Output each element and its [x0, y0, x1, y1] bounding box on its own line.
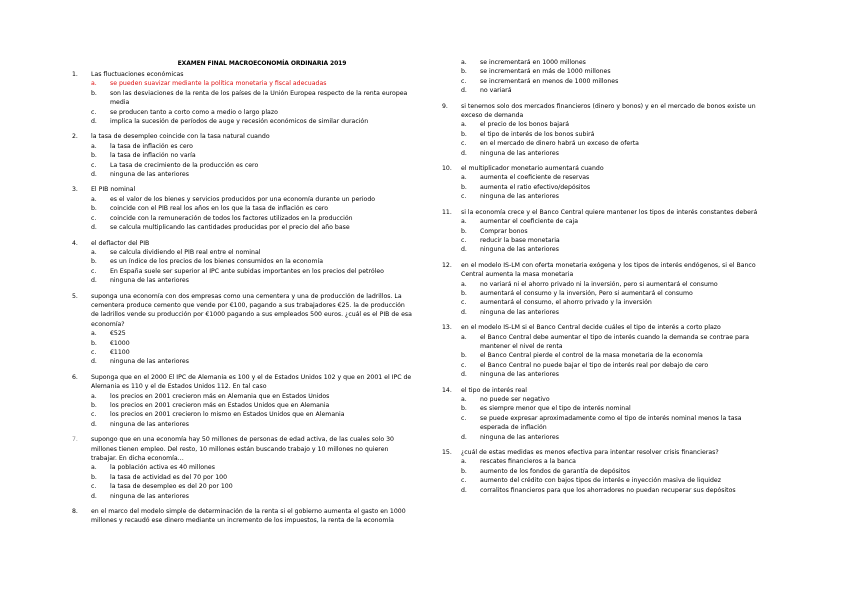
option-text: en el mercado de dinero habrá un exceso de oferta — [480, 140, 639, 148]
answer-option — [442, 149, 772, 158]
option-text: En España suele ser superior al IPC ante subidas importantes en los precios del petróleo — [110, 267, 384, 275]
option-letter: a. — [461, 174, 467, 182]
left-column — [72, 60, 412, 526]
option-letter: b. — [461, 68, 467, 76]
answer-option — [72, 329, 412, 338]
question — [442, 323, 772, 332]
question-text: supongo que en una economía hay 50 millones de personas de edad activa, de las cuales solo 30 millones tienen empleo. Del resto, 10 millones están buscando trabajo y 10 millones no quieren trabajar. En dicha economía… — [91, 436, 394, 463]
answer-option — [72, 492, 412, 501]
option-letter: a. — [91, 80, 97, 88]
option-letter: b. — [461, 183, 467, 191]
answer-option — [72, 392, 412, 401]
option-text: es el valor de los bienes y servicios producidos por una economía durante un periodo — [110, 195, 376, 203]
option-text: aumenta el coeficiente de reservas — [480, 174, 590, 182]
question-number: 1. — [72, 71, 78, 78]
option-text: corralitos financieros para que los ahorradores no puedan recuperar sus depósitos — [480, 486, 736, 494]
option-text: los precios en 2001 crecieron más en Alemania que en Estados Unidos — [110, 392, 330, 400]
option-text: ninguna de las anteriores — [480, 371, 559, 379]
question-block — [442, 386, 772, 442]
option-letter: d. — [91, 358, 97, 366]
answer-option — [442, 308, 772, 317]
question — [442, 208, 772, 217]
answer-option — [442, 130, 772, 139]
option-letter: a. — [461, 59, 467, 66]
option-letter: b. — [461, 227, 467, 235]
right-question-list — [442, 102, 772, 495]
option-text: ninguna de las anteriores — [110, 171, 189, 179]
option-text: se producen tanto a corto como a medio o largo plazo — [110, 108, 278, 116]
option-text: son las desviaciones de la renta de los países de la Unión Europea respecto de la renta europea media — [110, 89, 408, 107]
question-number: 12. — [442, 261, 452, 269]
option-letter: d. — [461, 308, 467, 316]
question-text: Suponga que en el 2000 El IPC de Alemania es 100 y el de Estados Unidos 102 y que en 2001 el IPC de Alemania es 110 y el de Estados Unidos 112. En tal caso — [91, 373, 412, 391]
answer-option — [442, 467, 772, 476]
answer-option — [72, 142, 412, 151]
option-text: el Banco Central debe aumentar el tipo de interés cuando la demanda se contrae para mantener el nivel de renta — [480, 333, 750, 350]
option-letter: d. — [91, 224, 97, 232]
option-letter: d. — [461, 486, 467, 494]
question-number: 2. — [72, 133, 78, 141]
question-block — [72, 185, 412, 232]
answer-option — [72, 420, 412, 429]
answer-option — [72, 348, 412, 357]
answer-option — [442, 361, 772, 370]
question-block — [72, 239, 412, 286]
answer-option — [442, 433, 772, 442]
option-text: es siempre menor que el tipo de interés nominal — [480, 405, 631, 413]
question-text: si tenemos solo dos mercados financieros (dinero y bonos) y en el mercado de bonos existe un exceso de demanda — [461, 102, 756, 120]
question — [72, 70, 412, 79]
question — [72, 185, 412, 194]
option-letter: a. — [91, 248, 97, 256]
option-text: ninguna de las anteriores — [480, 308, 559, 316]
answer-option — [442, 476, 772, 485]
question-text: en el marco del modelo simple de determinación de la renta si el gobierno aumenta el gasto en 1000 millones y recaudó ese dinero mediante un incremento de los impuestos, la renta de la economía — [91, 508, 406, 525]
answer-option — [442, 139, 772, 148]
question-block — [72, 507, 412, 526]
option-text: el Banco Central pierde el control de la masa monetaria de la economía — [480, 352, 703, 360]
question — [72, 239, 412, 248]
option-letter: b. — [461, 130, 467, 138]
answer-option — [72, 195, 412, 204]
option-letter: d. — [461, 371, 467, 379]
answer-option — [442, 77, 772, 86]
answer-option — [72, 204, 412, 213]
answer-option — [72, 161, 412, 170]
question-block — [442, 323, 772, 379]
option-letter: c. — [461, 140, 467, 148]
option-text: reducir la base monetaria — [480, 236, 560, 244]
question-number: 6. — [72, 373, 78, 381]
option-text: el precio de los bonos bajará — [480, 121, 570, 129]
question-block — [72, 435, 412, 501]
option-text: el Banco Central no puede bajar el tipo de interés real por debajo de cero — [480, 361, 709, 369]
question-number: 11. — [442, 208, 452, 216]
answer-option — [442, 486, 772, 495]
question — [72, 292, 412, 330]
question-block — [72, 70, 412, 126]
answer-option — [442, 333, 772, 352]
option-letter: d. — [91, 277, 97, 285]
question-number: 15. — [442, 449, 452, 457]
question-block — [442, 261, 772, 317]
option-text: los precios en 2001 crecieron más en Estados Unidos que en Alemania — [110, 402, 330, 409]
answer-option — [442, 183, 772, 192]
option-letter: b. — [91, 205, 97, 213]
question-block — [442, 208, 772, 255]
option-letter: b. — [91, 258, 97, 266]
question-text: en el modelo IS-LM si el Banco Central decide cuáles el tipo de interés a corto plazo — [461, 324, 721, 332]
answer-option — [72, 410, 412, 419]
option-text: aumento del crédito con bajos tipos de interés e inyección masiva de liquidez — [480, 477, 721, 485]
answer-option — [442, 173, 772, 182]
option-text: se pueden suavizar mediante la política monetaria y fiscal adecuadas — [110, 80, 327, 88]
option-letter: c. — [461, 299, 467, 307]
option-text: los precios en 2001 crecieron lo mismo en Estados Unidos que en Alemania — [110, 411, 345, 419]
answer-option — [72, 339, 412, 348]
option-text: la población activa es 40 millones — [110, 464, 215, 472]
option-letter: b. — [91, 89, 97, 97]
answer-option — [442, 351, 772, 360]
question-text: el deflactor del PIB — [91, 239, 150, 247]
option-letter: c. — [461, 77, 467, 85]
option-text: ninguna de las anteriores — [110, 420, 189, 428]
question-block — [72, 132, 412, 179]
question-text: Las fluctuaciones económicas — [91, 71, 184, 78]
option-letter: a. — [461, 396, 467, 403]
question-number: 9. — [442, 102, 448, 110]
option-letter: a. — [91, 195, 97, 203]
answer-option — [72, 482, 412, 491]
answer-option — [72, 108, 412, 117]
question-text: si la economía crece y el Banco Central quiere mantener los tipos de interés constantes deberá — [461, 208, 758, 216]
option-text: la tasa de desempleo es del 20 por 100 — [110, 483, 233, 491]
question-8-options — [442, 58, 772, 96]
question — [442, 448, 772, 457]
option-text: es un índice de los precios de los bienes consumidos en la economía — [110, 258, 323, 266]
question-text: el tipo de interés real — [461, 386, 528, 394]
option-text: se calcula multiplicando las cantidades producidas por el precio del año base — [110, 224, 350, 232]
option-letter: d. — [461, 87, 467, 95]
option-text: se incrementará en menos de 1000 millones — [480, 77, 619, 85]
option-text: ninguna de las anteriores — [110, 358, 189, 366]
option-letter: c. — [461, 477, 467, 485]
answer-option — [72, 79, 412, 88]
answer-option — [442, 370, 772, 379]
option-letter: b. — [461, 405, 467, 413]
option-letter: a. — [461, 458, 467, 466]
option-letter: d. — [461, 246, 467, 254]
option-letter: c. — [91, 411, 97, 419]
option-text: ninguna de las anteriores — [480, 149, 559, 157]
option-text: la tasa de actividad es del 70 por 100 — [110, 473, 228, 481]
question-block — [442, 164, 772, 202]
answer-option — [72, 89, 412, 108]
answer-option — [72, 267, 412, 276]
question-number: 4. — [72, 239, 78, 247]
answer-option — [72, 473, 412, 482]
option-text: se incrementará en 1000 millones — [480, 59, 586, 66]
option-letter: a. — [461, 333, 467, 341]
question-block — [72, 373, 412, 429]
option-letter: a. — [461, 218, 467, 226]
option-letter: a. — [91, 464, 97, 472]
question-number: 3. — [72, 186, 78, 194]
answer-option — [442, 298, 772, 307]
option-letter: c. — [91, 483, 97, 491]
question — [72, 373, 412, 392]
answer-option — [442, 86, 772, 95]
question-text: ¿cuál de estas medidas es menos efectiva para intentar resolver crisis financieras? — [461, 449, 719, 457]
answer-option — [442, 289, 772, 298]
option-letter: b. — [91, 152, 97, 160]
option-letter: c. — [91, 348, 97, 356]
answer-option — [72, 463, 412, 472]
answer-option — [442, 395, 772, 404]
option-letter: d. — [461, 433, 467, 441]
option-letter: c. — [461, 236, 467, 244]
question-text: la tasa de desempleo coincide con la tasa natural cuando — [91, 133, 270, 141]
answer-option — [72, 248, 412, 257]
option-letter: c. — [91, 108, 97, 116]
answer-option — [442, 227, 772, 236]
option-text: implica la sucesión de períodos de auge y recesión económicos de similar duración — [110, 118, 369, 126]
question — [442, 261, 772, 280]
question — [72, 132, 412, 141]
option-text: la tasa de inflación es cero — [110, 142, 193, 150]
option-text: €1100 — [110, 348, 130, 356]
answer-option — [442, 192, 772, 201]
option-text: se incrementará en más de 1000 millones — [480, 68, 611, 76]
option-text: el tipo de interés de los bonos subirá — [480, 130, 595, 138]
question-block — [72, 292, 412, 367]
answer-option — [72, 276, 412, 285]
option-text: La tasa de crecimiento de la producción es cero — [110, 161, 259, 169]
answer-option — [72, 401, 412, 410]
question-text: El PIB nominal — [91, 186, 136, 194]
answer-option — [442, 280, 772, 289]
option-text: se puede expresar aproximadamente como el tipo de interés nominal menos la tasa esperada de inflación — [480, 414, 742, 432]
question — [442, 386, 772, 395]
option-letter: c. — [461, 193, 467, 201]
option-text: ninguna de las anteriores — [480, 433, 559, 441]
option-text: €525 — [110, 330, 126, 338]
option-letter: b. — [461, 467, 467, 475]
option-letter: c. — [91, 267, 97, 275]
option-letter: d. — [91, 171, 97, 179]
option-text: €1000 — [110, 339, 130, 347]
option-text: aumentará el consumo y la inversión, Pero si aumentará el consumo — [480, 289, 693, 297]
question-text: en el modelo IS-LM con oferta monetaria exógena y los tipos de interés endógenos, si el Banco Central aumenta la masa monetaria — [461, 261, 756, 279]
option-letter: c. — [91, 214, 97, 222]
left-question-list — [72, 70, 412, 526]
option-letter: b. — [91, 402, 97, 409]
option-letter: a. — [91, 392, 97, 400]
option-letter: b. — [461, 289, 467, 297]
question-number: 7. — [72, 436, 78, 444]
option-letter: b. — [91, 473, 97, 481]
question-block — [442, 102, 772, 158]
option-letter: b. — [91, 339, 97, 347]
option-text: la tasa de inflación no varía — [110, 152, 196, 160]
answer-option — [442, 404, 772, 413]
answer-option — [442, 120, 772, 129]
answer-option — [442, 414, 772, 433]
option-text: rescates financieros a la banca — [480, 458, 576, 466]
answer-option — [72, 357, 412, 366]
option-text: coincide con la remuneración de todos los factores utilizados en la producción — [110, 214, 353, 222]
question-number: 8. — [72, 508, 78, 516]
option-letter: d. — [91, 420, 97, 428]
question-number: 10. — [442, 165, 452, 173]
option-text: no variará — [480, 87, 512, 95]
answer-option — [442, 67, 772, 76]
question-number: 5. — [72, 292, 78, 300]
option-text: ninguna de las anteriores — [480, 193, 559, 201]
option-text: aumenta el ratio efectivo/depósitos — [480, 183, 591, 191]
answer-option — [72, 117, 412, 126]
option-letter: b. — [461, 352, 467, 360]
question-text: el multiplicador monetario aumentará cuando — [461, 165, 604, 173]
question-block — [442, 448, 772, 495]
option-letter: c. — [91, 161, 97, 169]
question — [442, 102, 772, 121]
option-text: aumentar el coeficiente de caja — [480, 218, 579, 226]
option-text: Comprar bonos — [480, 227, 528, 235]
answer-option — [72, 170, 412, 179]
exam-title: EXAMEN FINAL MACROECONOMÍA ORDINARIA 2019 — [177, 60, 347, 67]
answer-option — [72, 151, 412, 160]
option-letter: c. — [461, 414, 467, 422]
answer-option — [442, 245, 772, 254]
option-letter: a. — [91, 330, 97, 338]
right-column — [442, 58, 772, 495]
answer-option — [72, 257, 412, 266]
answer-option — [442, 217, 772, 226]
option-text: ninguna de las anteriores — [110, 277, 189, 285]
option-text: no variará ni el ahorro privado ni la inversión, pero si aumentará el consumo — [480, 280, 718, 288]
option-letter: a. — [91, 142, 97, 150]
option-text: se calcula dividiendo el PIB real entre el nominal — [110, 248, 261, 256]
question-number: 14. — [442, 386, 452, 394]
option-letter: d. — [91, 492, 97, 500]
option-text: coincide con el PIB real los años en los que la tasa de inflación es cero — [110, 205, 328, 213]
answer-option — [442, 236, 772, 245]
answer-option — [72, 214, 412, 223]
option-text: aumentará el consumo, el ahorro privado y la inversión — [480, 299, 652, 307]
answer-option — [442, 457, 772, 466]
option-letter: a. — [461, 280, 467, 288]
option-text: no puede ser negativo — [480, 396, 550, 403]
option-letter: d. — [91, 118, 97, 126]
question — [442, 164, 772, 173]
question-text: suponga una economía con dos empresas como una cementera y una de producción de ladrillos. La cementera produce cemento que vende por €100, pagando a sus trabajadores €25. la de producción de ladrillos vende su producción por €1000 pagando a sus empleados 500 euros. ¿cuál es el PIB de esa economía? — [91, 292, 412, 328]
answer-option — [442, 58, 772, 67]
question-number: 13. — [442, 324, 452, 332]
question — [72, 507, 412, 526]
question — [72, 435, 412, 463]
option-text: aumento de los fondos de garantía de depósitos — [480, 467, 630, 475]
answer-option — [72, 223, 412, 232]
option-text: ninguna de las anteriores — [110, 492, 189, 500]
option-letter: c. — [461, 361, 467, 369]
option-letter: d. — [461, 149, 467, 157]
option-text: ninguna de las anteriores — [480, 246, 559, 254]
option-letter: a. — [461, 121, 467, 129]
